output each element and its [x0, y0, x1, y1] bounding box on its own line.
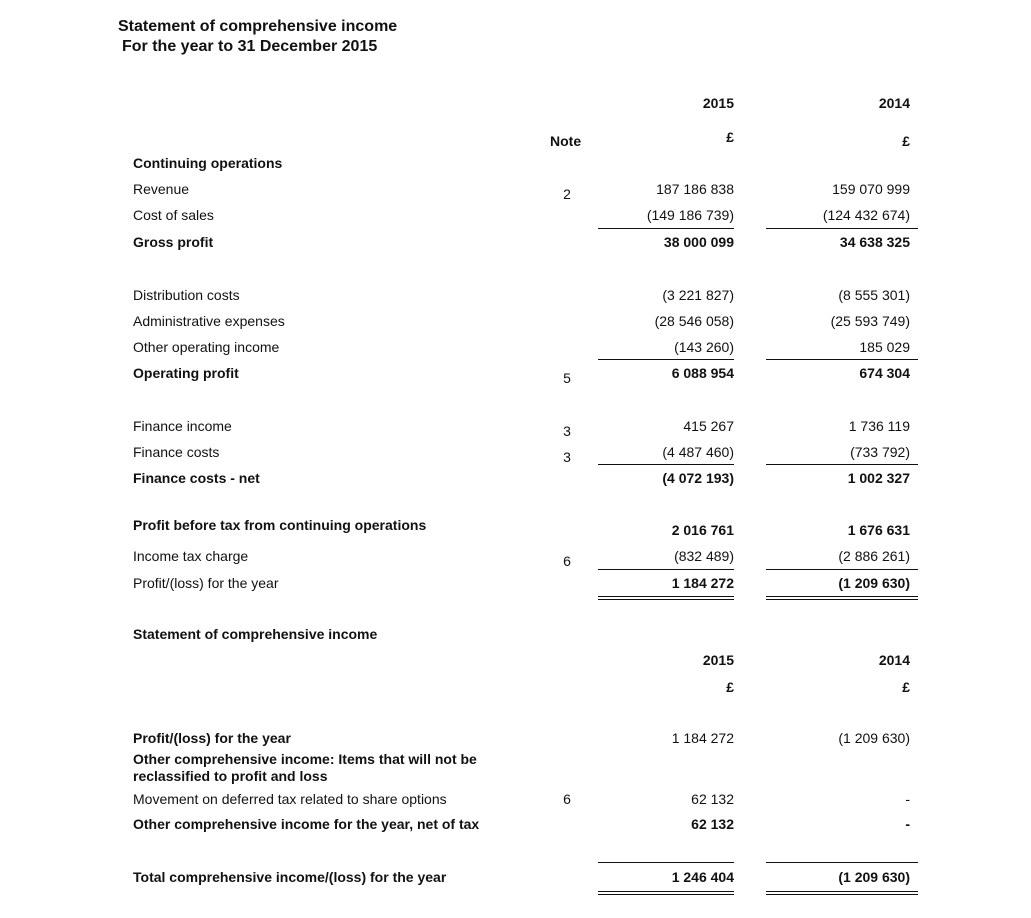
row-value-2014-profit-loss-for-year: (1 209 630) — [838, 575, 910, 591]
total-top-rule-2015 — [598, 862, 734, 863]
row-value-2014-revenue: 159 070 999 — [832, 181, 910, 197]
row-label-profit-before-tax: Profit before tax from continuing operations — [133, 517, 427, 533]
oci-value-2015-net-of-tax: 62 132 — [691, 816, 734, 832]
row-value-2014-distribution-costs: (8 555 301) — [838, 287, 910, 303]
total-double-rule-2015 — [598, 891, 734, 892]
row-label-finance-costs: Finance costs — [133, 444, 220, 460]
row-note-finance-costs: 3 — [563, 449, 571, 465]
row-value-2015-finance-income: 415 267 — [683, 418, 734, 434]
column-year-2014: 2014 — [878, 652, 910, 668]
subtotal-rule-2014 — [766, 569, 918, 570]
subtotal-rule-2014 — [766, 228, 918, 229]
row-label-finance-costs-net: Finance costs - net — [133, 470, 260, 486]
row-value-2015-profit-loss-for-year: 1 184 272 — [671, 575, 734, 591]
subtotal-rule-2015 — [598, 464, 734, 465]
subtotal-rule-2015 — [598, 228, 734, 229]
row-label-cost-of-sales: Cost of sales — [133, 207, 214, 223]
row-value-2015-revenue: 187 186 838 — [656, 181, 734, 197]
oci-note-deferred-tax-movement: 6 — [563, 791, 571, 807]
row-value-2015-finance-costs-net: (4 072 193) — [662, 470, 734, 486]
row-value-2015-profit-before-tax: 2 016 761 — [671, 522, 734, 538]
row-note-income-tax-charge: 6 — [563, 553, 571, 569]
row-value-2015-administrative-expenses: (28 546 058) — [654, 313, 734, 329]
total-comprehensive-income-label: Total comprehensive income/(loss) for the year — [133, 869, 447, 885]
row-value-2014-profit-before-tax: 1 676 631 — [847, 522, 910, 538]
row-value-2015-distribution-costs: (3 221 827) — [662, 287, 734, 303]
row-label-profit-loss-for-year: Profit/(loss) for the year — [133, 575, 279, 591]
total-double-rule-2015 — [598, 894, 734, 895]
total-double-rule-2015 — [598, 599, 734, 600]
row-value-2014-other-operating-income: 185 029 — [859, 339, 910, 355]
column-currency-2015: £ — [726, 679, 734, 695]
row-value-2014-finance-costs: (733 792) — [850, 444, 910, 460]
row-label-income-tax-charge: Income tax charge — [133, 548, 249, 564]
subtotal-rule-2015 — [598, 569, 734, 570]
column-year-2015: 2015 — [702, 652, 734, 668]
total-double-rule-2014 — [766, 891, 918, 892]
row-value-2014-finance-income: 1 736 119 — [848, 418, 910, 434]
row-value-2014-administrative-expenses: (25 593 749) — [830, 313, 910, 329]
row-label-revenue: Revenue — [133, 181, 190, 197]
subtotal-rule-2015 — [598, 359, 734, 360]
row-value-2015-cost-of-sales: (149 186 739) — [646, 207, 734, 223]
oci-value-2014-profit-loss-for-year: (1 209 630) — [838, 730, 910, 746]
section-title-continuing-operations: Continuing operations — [133, 155, 283, 171]
row-value-2015-other-operating-income: (143 260) — [674, 339, 734, 355]
oci-heading-line-1: Other comprehensive income: Items that will not be — [133, 751, 477, 767]
row-value-2014-finance-costs-net: 1 002 327 — [847, 470, 910, 486]
row-value-2014-gross-profit: 34 638 325 — [839, 234, 910, 250]
subtotal-rule-2014 — [766, 464, 918, 465]
subtotal-rule-2014 — [766, 359, 918, 360]
total-comprehensive-income-2014: (1 209 630) — [838, 869, 910, 885]
page-subtitle: For the year to 31 December 2015 — [122, 38, 378, 55]
oci-value-2014-net-of-tax: - — [905, 816, 910, 832]
column-note: Note — [550, 133, 582, 149]
oci-value-2014-deferred-tax-movement: - — [905, 791, 910, 807]
row-value-2014-income-tax-charge: (2 886 261) — [838, 548, 910, 564]
row-note-finance-income: 3 — [563, 423, 571, 439]
oci-value-2015-profit-loss-for-year: 1 184 272 — [671, 730, 734, 746]
row-label-other-operating-income: Other operating income — [133, 339, 280, 355]
column-currency-2015: £ — [726, 129, 734, 145]
total-double-rule-2015 — [598, 596, 734, 597]
total-double-rule-2014 — [766, 599, 918, 600]
oci-label-profit-loss-for-year: Profit/(loss) for the year — [133, 730, 291, 746]
row-value-2014-cost-of-sales: (124 432 674) — [822, 207, 910, 223]
column-year-2014: 2014 — [878, 95, 910, 111]
row-value-2015-income-tax-charge: (832 489) — [674, 548, 734, 564]
row-note-operating-profit: 5 — [563, 370, 571, 386]
row-value-2014-operating-profit: 674 304 — [859, 365, 910, 381]
total-double-rule-2014 — [766, 596, 918, 597]
total-double-rule-2014 — [766, 894, 918, 895]
column-currency-2014: £ — [902, 679, 910, 695]
section-title-comprehensive-income: Statement of comprehensive income — [133, 626, 378, 642]
row-label-operating-profit: Operating profit — [133, 365, 239, 381]
total-top-rule-2014 — [766, 862, 918, 863]
row-value-2015-finance-costs: (4 487 460) — [662, 444, 734, 460]
oci-label-net-of-tax: Other comprehensive income for the year, net of tax — [133, 816, 480, 832]
row-value-2015-operating-profit: 6 088 954 — [671, 365, 734, 381]
column-currency-2014: £ — [902, 133, 910, 149]
row-label-finance-income: Finance income — [133, 418, 232, 434]
row-note-revenue: 2 — [563, 186, 571, 202]
column-year-2015: 2015 — [702, 95, 734, 111]
row-label-gross-profit: Gross profit — [133, 234, 214, 250]
page-title: Statement of comprehensive income — [118, 18, 398, 35]
row-label-distribution-costs: Distribution costs — [133, 287, 240, 303]
row-label-administrative-expenses: Administrative expenses — [133, 313, 285, 329]
total-comprehensive-income-2015: 1 246 404 — [671, 869, 734, 885]
oci-heading-line-2: reclassified to profit and loss — [133, 768, 328, 784]
oci-value-2015-deferred-tax-movement: 62 132 — [691, 791, 734, 807]
row-value-2015-gross-profit: 38 000 099 — [663, 234, 734, 250]
oci-label-deferred-tax-movement: Movement on deferred tax related to share options — [133, 791, 447, 807]
